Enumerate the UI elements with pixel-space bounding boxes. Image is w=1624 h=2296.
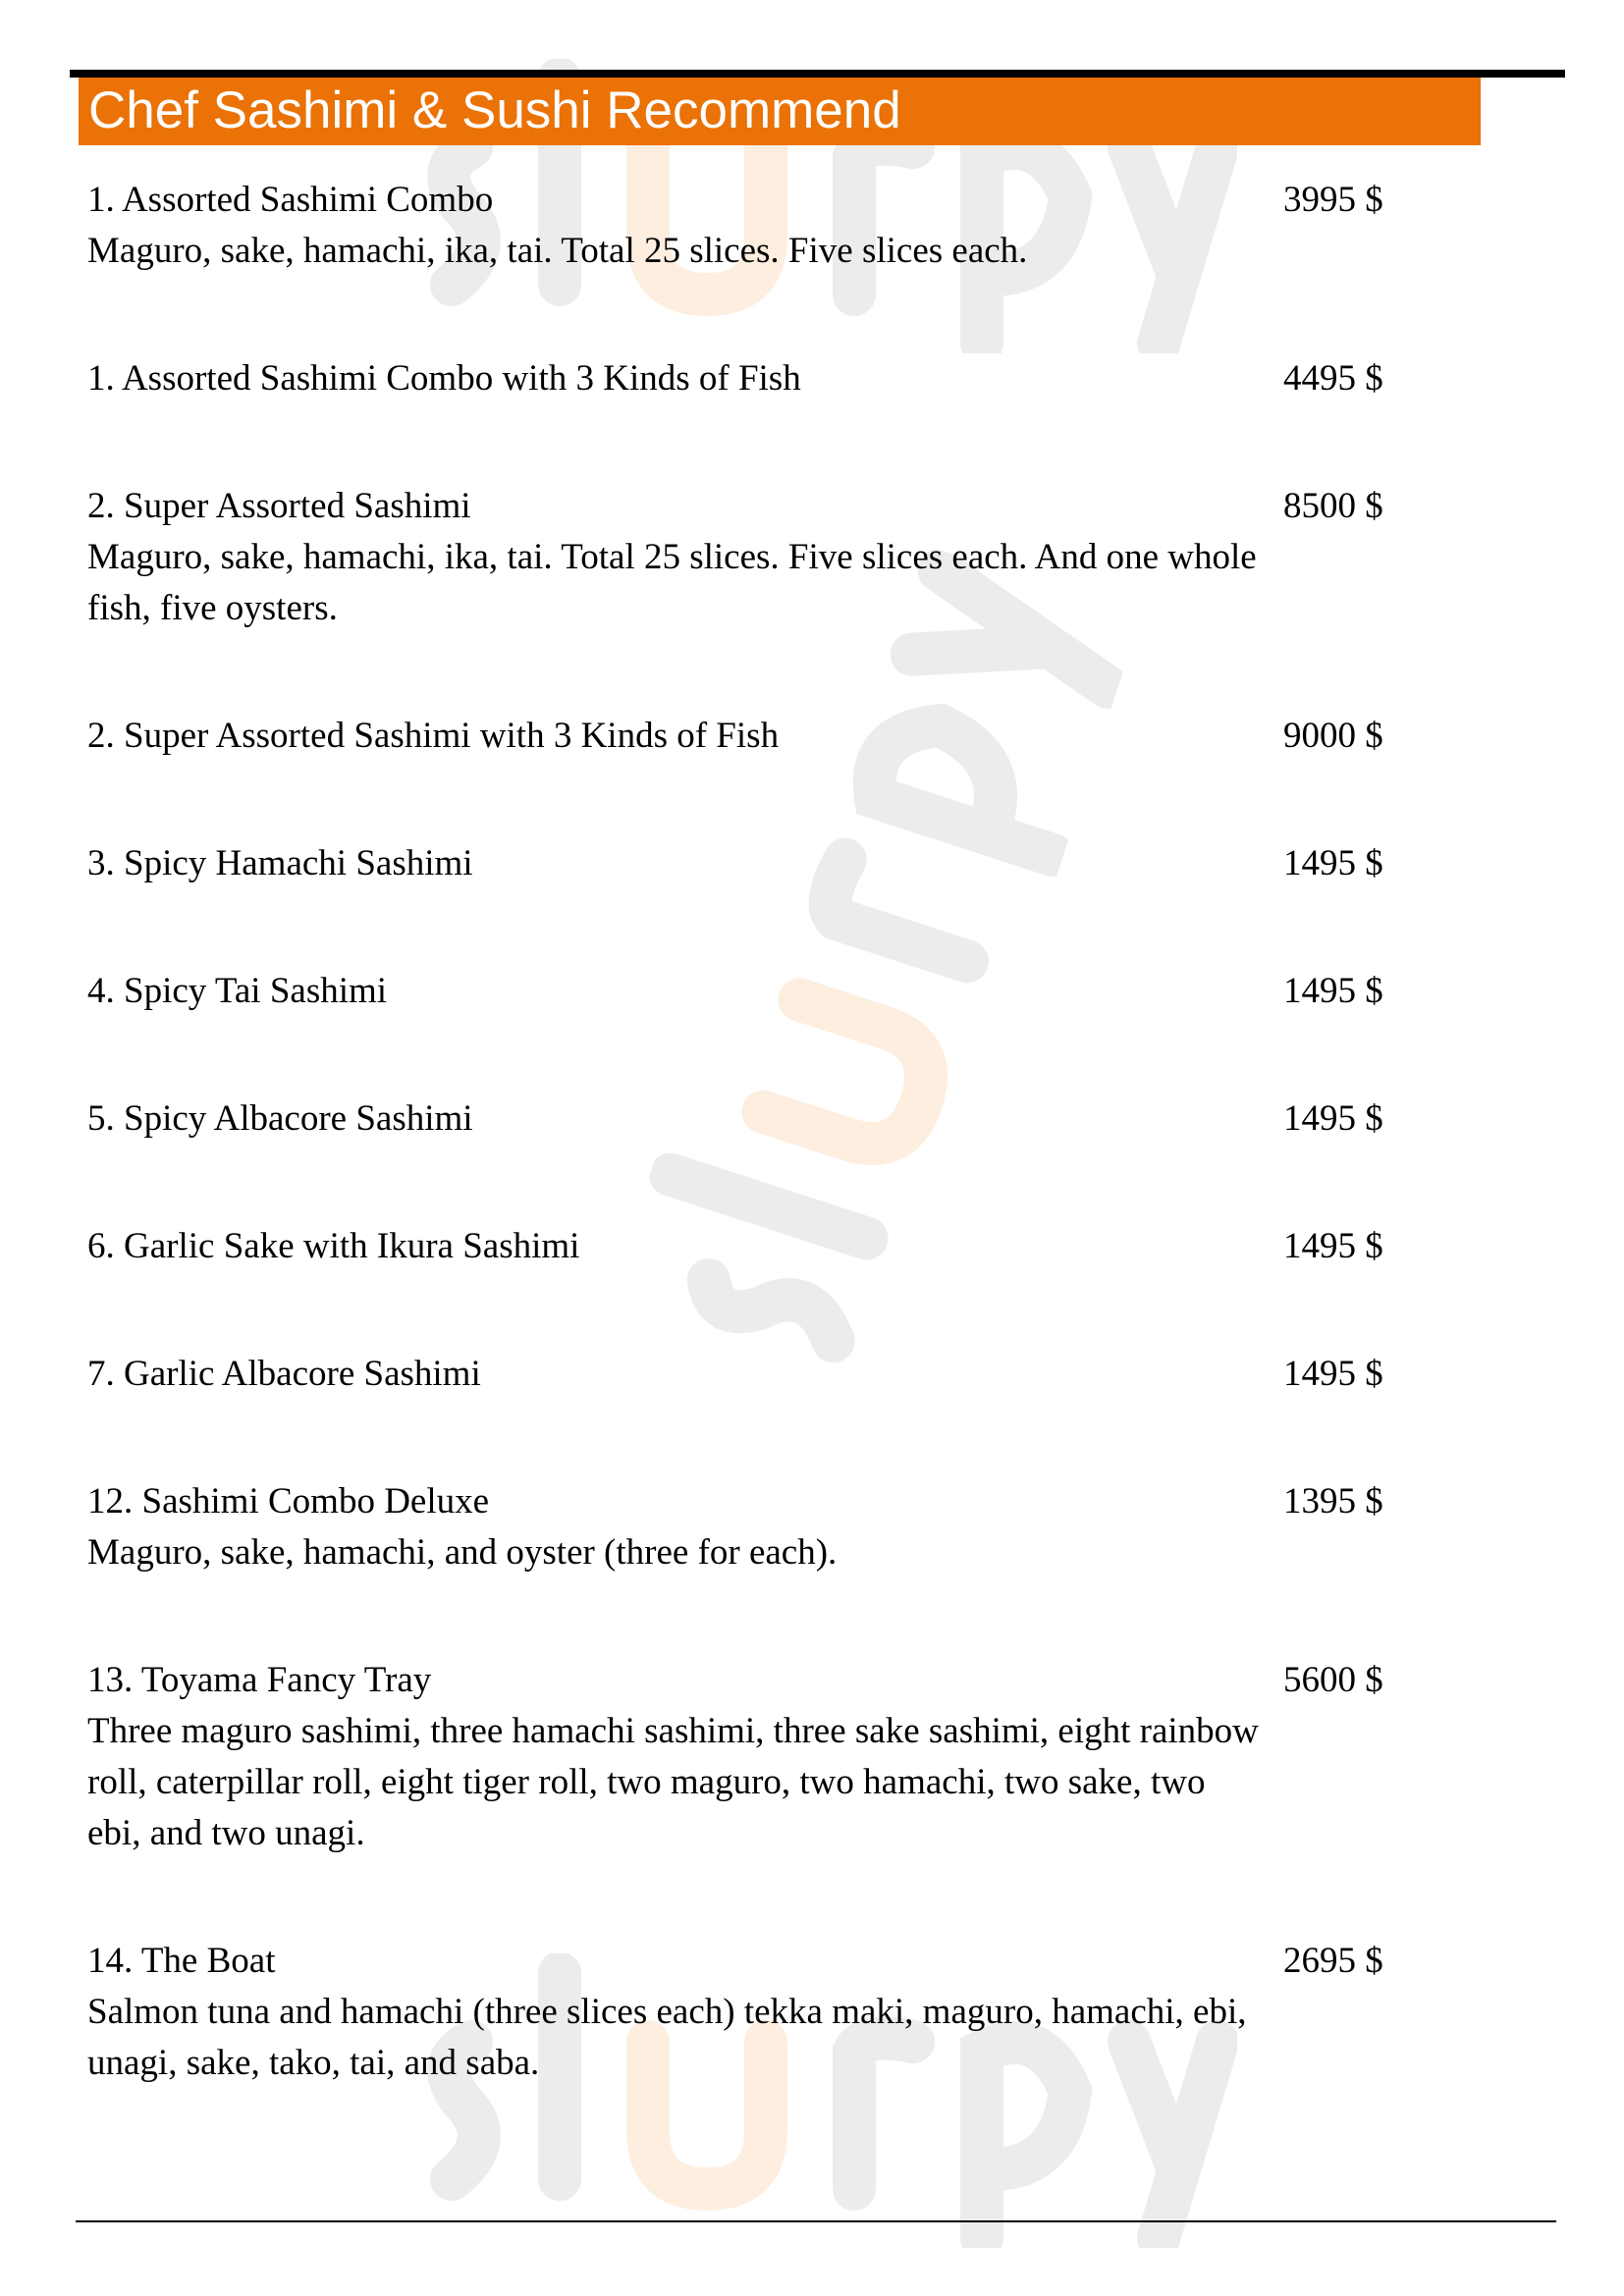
menu-item (87, 838, 1482, 889)
item-name: 6. Garlic Sake with Ikura Sashimi (87, 1226, 580, 1266)
item-name: 3. Spicy Hamachi Sashimi (87, 843, 473, 883)
menu-item (87, 1221, 1482, 1272)
item-description: Maguro, sake, hamachi, ika, tai. Total 25 slices. Five slices each. And one whole fish, five oysters. (87, 537, 1257, 628)
item-name: 1. Assorted Sashimi Combo with 3 Kinds of Fish (87, 358, 801, 399)
item-price: 1495 $ (1283, 1226, 1383, 1266)
menu-item (87, 175, 1482, 277)
item-price: 1495 $ (1283, 971, 1383, 1011)
item-price: 1495 $ (1283, 843, 1383, 883)
item-price: 1395 $ (1283, 1481, 1383, 1522)
menu-list (87, 175, 1482, 2165)
item-name: 5. Spicy Albacore Sashimi (87, 1098, 473, 1139)
menu-item (87, 711, 1482, 762)
item-name: 13. Toyama Fancy Tray (87, 1660, 432, 1700)
item-name: 2. Super Assorted Sashimi (87, 486, 471, 526)
item-price: 8500 $ (1283, 486, 1383, 526)
item-description: Three maguro sashimi, three hamachi sashimi, three sake sashimi, eight rainbow roll, caterpillar roll, eight tiger roll, two maguro, two hamachi, two sake, two ebi, and two unagi. (87, 1711, 1259, 1853)
item-price: 4495 $ (1283, 358, 1383, 399)
item-description: Maguro, sake, hamachi, and oyster (three for each). (87, 1532, 838, 1573)
menu-item (87, 966, 1482, 1017)
item-price: 1495 $ (1283, 1098, 1383, 1139)
item-name: 4. Spicy Tai Sashimi (87, 971, 388, 1011)
item-price: 2695 $ (1283, 1941, 1383, 1981)
menu-item (87, 1349, 1482, 1400)
section-title: Chef Sashimi & Sushi Recommend (88, 81, 901, 139)
item-name: 1. Assorted Sashimi Combo (87, 180, 494, 220)
menu-item (87, 1094, 1482, 1145)
menu-item (87, 1476, 1482, 1578)
item-name: 14. The Boat (87, 1941, 276, 1981)
bottom-divider (76, 2220, 1556, 2222)
item-description: Salmon tuna and hamachi (three slices each) tekka maki, maguro, hamachi, ebi, unagi, sake, tako, tai, and saba. (87, 1992, 1247, 2083)
item-price: 9000 $ (1283, 716, 1383, 756)
menu-item (87, 353, 1482, 404)
item-price: 3995 $ (1283, 180, 1383, 220)
menu-item (87, 481, 1482, 634)
item-description: Maguro, sake, hamachi, ika, tai. Total 25 slices. Five slices each. (87, 231, 1028, 271)
section-header (79, 78, 1481, 145)
item-name: 2. Super Assorted Sashimi with 3 Kinds of Fish (87, 716, 780, 756)
item-name: 12. Sashimi Combo Deluxe (87, 1481, 490, 1522)
top-divider (70, 70, 1565, 78)
item-price: 5600 $ (1283, 1660, 1383, 1700)
menu-item (87, 1936, 1482, 2089)
item-name: 7. Garlic Albacore Sashimi (87, 1354, 481, 1394)
menu-item (87, 1655, 1482, 1859)
item-price: 1495 $ (1283, 1354, 1383, 1394)
